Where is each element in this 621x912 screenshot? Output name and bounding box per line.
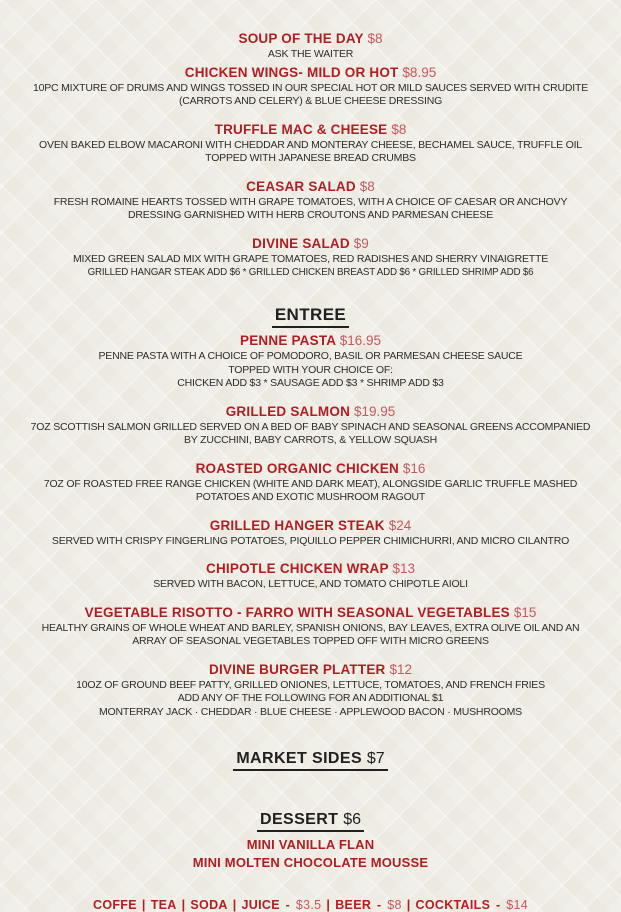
item-description-line: SERVED WITH BACON, LETTUCE, AND TOMATO CHIPOTLE AIOLI [153, 578, 468, 590]
item-description-line: HEALTHY GRAINS OF WHOLE WHEAT AND BARLEY, SPANISH ONIONS, BAY LEAVES, EXTRA OLIVE OIL AND AN [41, 621, 580, 634]
item-name: VEGETABLE RISOTTO - FARRO WITH SEASONAL VEGETABLES [84, 604, 510, 620]
item-heading [0, 404, 621, 419]
menu-item [0, 461, 621, 505]
item-heading [0, 236, 621, 251]
item-heading [0, 65, 621, 80]
item-description-line: OVEN BAKED ELBOW MACARONI WITH CHEDDAR AND MONTERAY CHEESE, BECHAMEL SAUCE, TRUFFLE OIL [39, 138, 582, 151]
item-heading [0, 122, 621, 137]
drink-name: COFFE [93, 898, 137, 912]
item-description-line: FRESH ROMAINE HEARTS TOSSED WITH GRAPE TOMATOES, WITH A CHOICE OF CAESAR OR ANCHOVY [53, 195, 568, 208]
item-name: CHIPOTLE CHICKEN WRAP [206, 561, 389, 576]
item-price: $9 [353, 235, 369, 251]
drink-name: TEA [150, 898, 177, 912]
section-header-entree [0, 305, 621, 328]
item-heading [0, 179, 621, 194]
item-price: $8 [391, 121, 407, 137]
item-price: $12 [389, 661, 412, 677]
drinks-separator: | [326, 898, 331, 912]
dessert-item: MINI MOLTEN CHOCOLATE MOUSSE [192, 854, 429, 870]
menu-item [0, 333, 621, 391]
item-description-line: SERVED WITH CRISPY FINGERLING POTATOES, PIQUILLO PEPPER CHIMICHURRI, AND MICRO CILANTRO [51, 534, 570, 547]
item-description-line: TOPPED WITH JAPANESE BREAD CRUMBS [205, 152, 416, 164]
dessert-label: DESSERT [259, 811, 339, 828]
item-price: $16 [402, 460, 426, 476]
drink-name: COCKTAILS [415, 898, 491, 912]
drink-price: $14 [506, 898, 528, 912]
menu-item [0, 518, 621, 549]
section-header-dessert [0, 811, 621, 832]
item-description-line: DRESSING GARNISHED WITH HERB CROUTONS AND PARMESAN CHEESE [127, 209, 494, 221]
item-heading [0, 461, 621, 476]
item-name: GRILLED HANGER STEAK [209, 517, 385, 533]
menu-item [0, 605, 621, 649]
drink-name: BEER [335, 898, 372, 912]
market-sides-label: MARKET SIDES [236, 750, 363, 767]
item-description-line: 7OZ OF ROASTED FREE RANGE CHICKEN (WHITE AND DARK MEAT), ALONGSIDE GARLIC TRUFFLE MASHED [43, 477, 578, 490]
menu-item [0, 662, 621, 720]
item-heading [0, 31, 621, 46]
drink-dash: - [281, 898, 294, 912]
item-description-line: 10PC MIXTURE OF DRUMS AND WINGS TOSSED IN OUR SPECIAL HOT OR MILD SAUCES SERVED WITH CRUDITE [32, 81, 589, 94]
drink-price: $8 [387, 898, 402, 912]
menu-item [0, 65, 621, 109]
item-price: $8 [367, 31, 383, 46]
item-name: DIVINE SALAD [252, 235, 350, 251]
entree-title [272, 305, 349, 328]
item-name: GRILLED SALMON [225, 403, 351, 419]
item-name: SOUP OF THE DAY [238, 31, 364, 46]
item-heading [0, 662, 621, 677]
drink-name: JUICE [241, 898, 280, 912]
menu-section-starters [0, 31, 621, 279]
item-description-line: CHICKEN ADD $3 * SAUSAGE ADD $3 * SHRIMP ADD $3 [177, 377, 444, 389]
item-description-line: 10OZ OF GROUND BEEF PATTY, GRILLED ONIONES, LETTUCE, TOMATOES, AND FRENCH FRIES [76, 678, 545, 691]
entree-label: ENTREE [274, 305, 347, 324]
item-price: $8 [359, 178, 375, 194]
menu-item [0, 404, 621, 448]
item-price: $13 [392, 561, 415, 576]
menu-item [0, 179, 621, 223]
item-name: PENNE PASTA [240, 333, 336, 348]
menu-sections [0, 31, 621, 719]
item-name: CHICKEN WINGS- MILD OR HOT [184, 64, 399, 80]
item-price: $8.95 [402, 64, 437, 80]
item-description-line: (CARROTS AND CELERY) & BLUE CHEESE DRESSING [178, 95, 443, 107]
drinks-separator: | [406, 898, 411, 912]
drink-dash: - [373, 898, 386, 912]
item-heading [0, 605, 621, 620]
item-description-line: PENNE PASTA WITH A CHOICE OF POMODORO, BASIL OR PARMESAN CHEESE SAUCE [98, 350, 523, 362]
item-name: CEASAR SALAD [246, 178, 356, 194]
item-description-line: ARRAY OF SEASONAL VEGETABLES TOPPED OFF WITH MICRO GREENS [132, 635, 489, 647]
item-description-line: ASK THE WAITER [267, 48, 354, 60]
dessert-item: MINI VANILLA FLAN [246, 837, 375, 852]
item-heading [0, 518, 621, 533]
dessert-title [257, 811, 364, 832]
item-heading [0, 561, 621, 576]
drinks-separator: | [181, 898, 186, 912]
drink-name: SODA [190, 898, 228, 912]
drinks-bar [0, 898, 621, 912]
item-description-line: MIXED GREEN SALAD MIX WITH GRAPE TOMATOES, RED RADISHES AND SHERRY VINAIGRETTE [72, 252, 549, 265]
item-heading [0, 333, 621, 348]
item-addons-line: GRILLED HANGAR STEAK ADD $6 * GRILLED CHICKEN BREAST ADD $6 * GRILLED SHRIMP ADD $6 [87, 267, 534, 278]
item-price: $16.95 [339, 333, 381, 348]
drinks-separator: | [232, 898, 237, 912]
item-description-line: TOPPED WITH YOUR CHOICE OF: [228, 363, 393, 376]
item-description-line: POTATOES AND EXOTIC MUSHROOM RAGOUT [195, 491, 426, 503]
item-description-line: ADD ANY OF THE FOLLOWING FOR AN ADDITIONAL $1 [177, 692, 444, 704]
drinks-separator: | [141, 898, 146, 912]
drink-price: $3.5 [295, 898, 322, 912]
market-sides-title [233, 750, 387, 771]
item-name: TRUFFLE MAC & CHEESE [214, 121, 388, 137]
item-name: ROASTED ORGANIC CHICKEN [195, 460, 399, 476]
item-description-line: MONTERRAY JACK · CHEDDAR · BLUE CHEESE · APPLEWOOD BACON · MUSHROOMS [99, 705, 522, 718]
item-price: $24 [388, 517, 412, 533]
menu-item [0, 236, 621, 280]
market-sides-price: $7 [366, 750, 385, 767]
menu-section-entree [0, 305, 621, 719]
item-description-line: 7OZ SCOTTISH SALMON GRILLED SERVED ON A BED OF BABY SPINACH AND SEASONAL GREENS ACCOMPANIED [30, 420, 591, 433]
item-name: DIVINE BURGER PLATTER [209, 661, 386, 677]
menu-item [0, 561, 621, 592]
item-description-line: BY ZUCCHINI, BABY CARROTS, & YELLOW SQUASH [184, 434, 437, 446]
dessert-price: $6 [343, 811, 362, 828]
section-header-market-sides [0, 750, 621, 771]
menu-item [0, 122, 621, 166]
item-price: $15 [513, 604, 537, 620]
drink-dash: - [492, 898, 505, 912]
menu-item [0, 31, 621, 62]
item-price: $19.95 [353, 403, 396, 419]
dessert-items [0, 836, 621, 871]
